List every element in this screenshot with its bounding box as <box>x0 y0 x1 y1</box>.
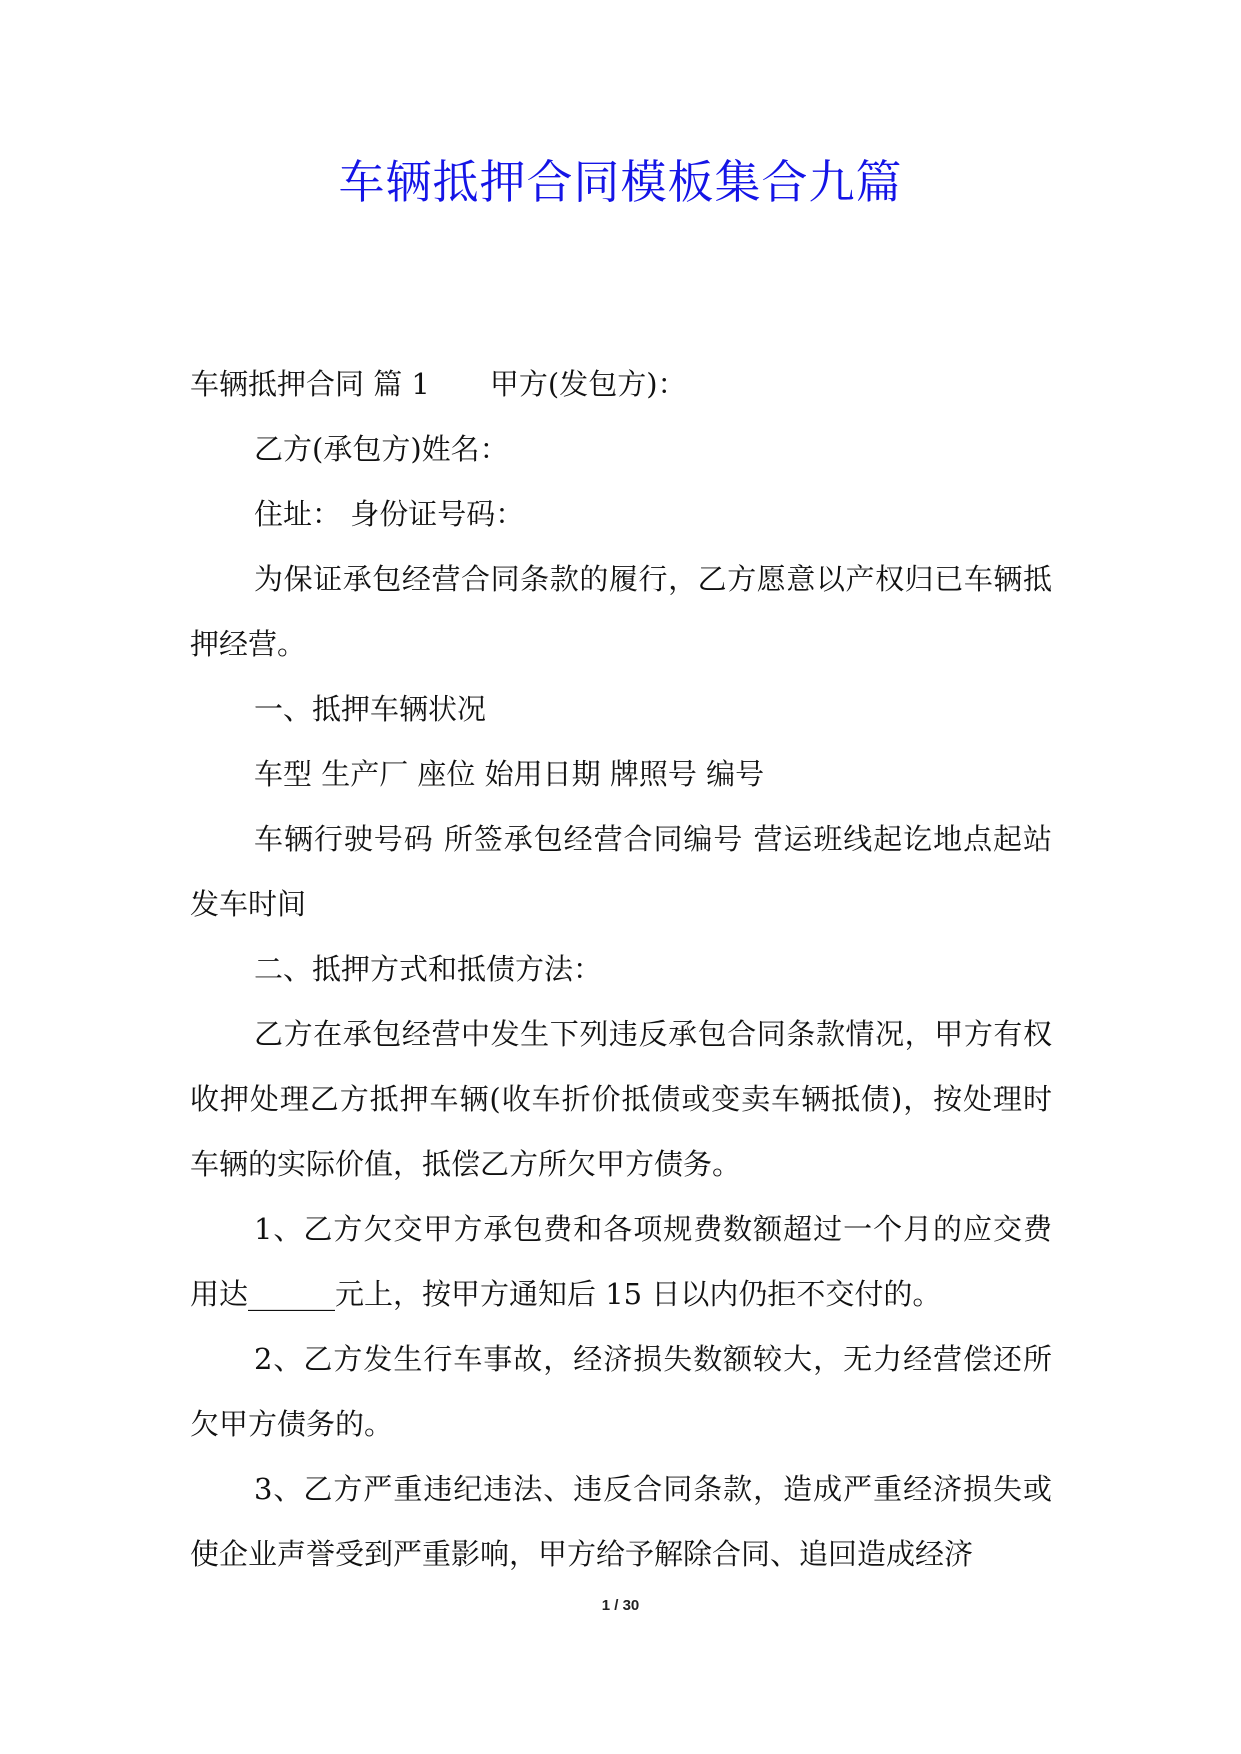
paragraph: 二、抵押方式和抵债方法： <box>254 952 603 986</box>
party-a-label: 甲方(发包方)： <box>489 367 687 401</box>
paragraph: 车型 生产厂 座位 始用日期 牌照号 编号 <box>254 757 765 791</box>
paragraph: 住址： 身份证号码： <box>254 497 525 531</box>
section-label: 车辆抵押合同 篇 1 <box>190 367 430 401</box>
paragraph: 车辆行驶号码 所签承包经营合同编号 营运班线起讫地点起站发车时间 <box>190 822 1052 921</box>
document-title: 车辆抵押合同模板集合九篇 <box>338 155 903 209</box>
section-heading-line <box>190 352 1052 417</box>
document-body <box>190 352 1052 1587</box>
paragraph: 一、抵押车辆状况 <box>254 692 487 726</box>
paragraph: 乙方在承包经营中发生下列违反承包合同条款情况，甲方有权收押处理乙方抵押车辆(收车折价抵债或变卖车辆抵债)，按处理时车辆的实际价值，抵偿乙方所欠甲方债务。 <box>190 1017 1052 1181</box>
paragraph: 2、乙方发生行车事故，经济损失数额较大，无力经营偿还所欠甲方债务的。 <box>190 1342 1052 1441</box>
paragraph: 乙方(承包方)姓名： <box>254 432 509 466</box>
paragraph: 为保证承包经营合同条款的履行，乙方愿意以产权归已车辆抵押经营。 <box>190 562 1052 661</box>
paragraph: 3、乙方严重违纪违法、违反合同条款，造成严重经济损失或使企业声誉受到严重影响，甲方给予解除合同、追回造成经济 <box>190 1472 1052 1571</box>
page-number: 1 / 30 <box>601 1597 640 1614</box>
paragraph: 1、乙方欠交甲方承包费和各项规费数额超过一个月的应交费用达______元上，按甲方通知后 15 日以内仍拒不交付的。 <box>190 1212 1052 1311</box>
